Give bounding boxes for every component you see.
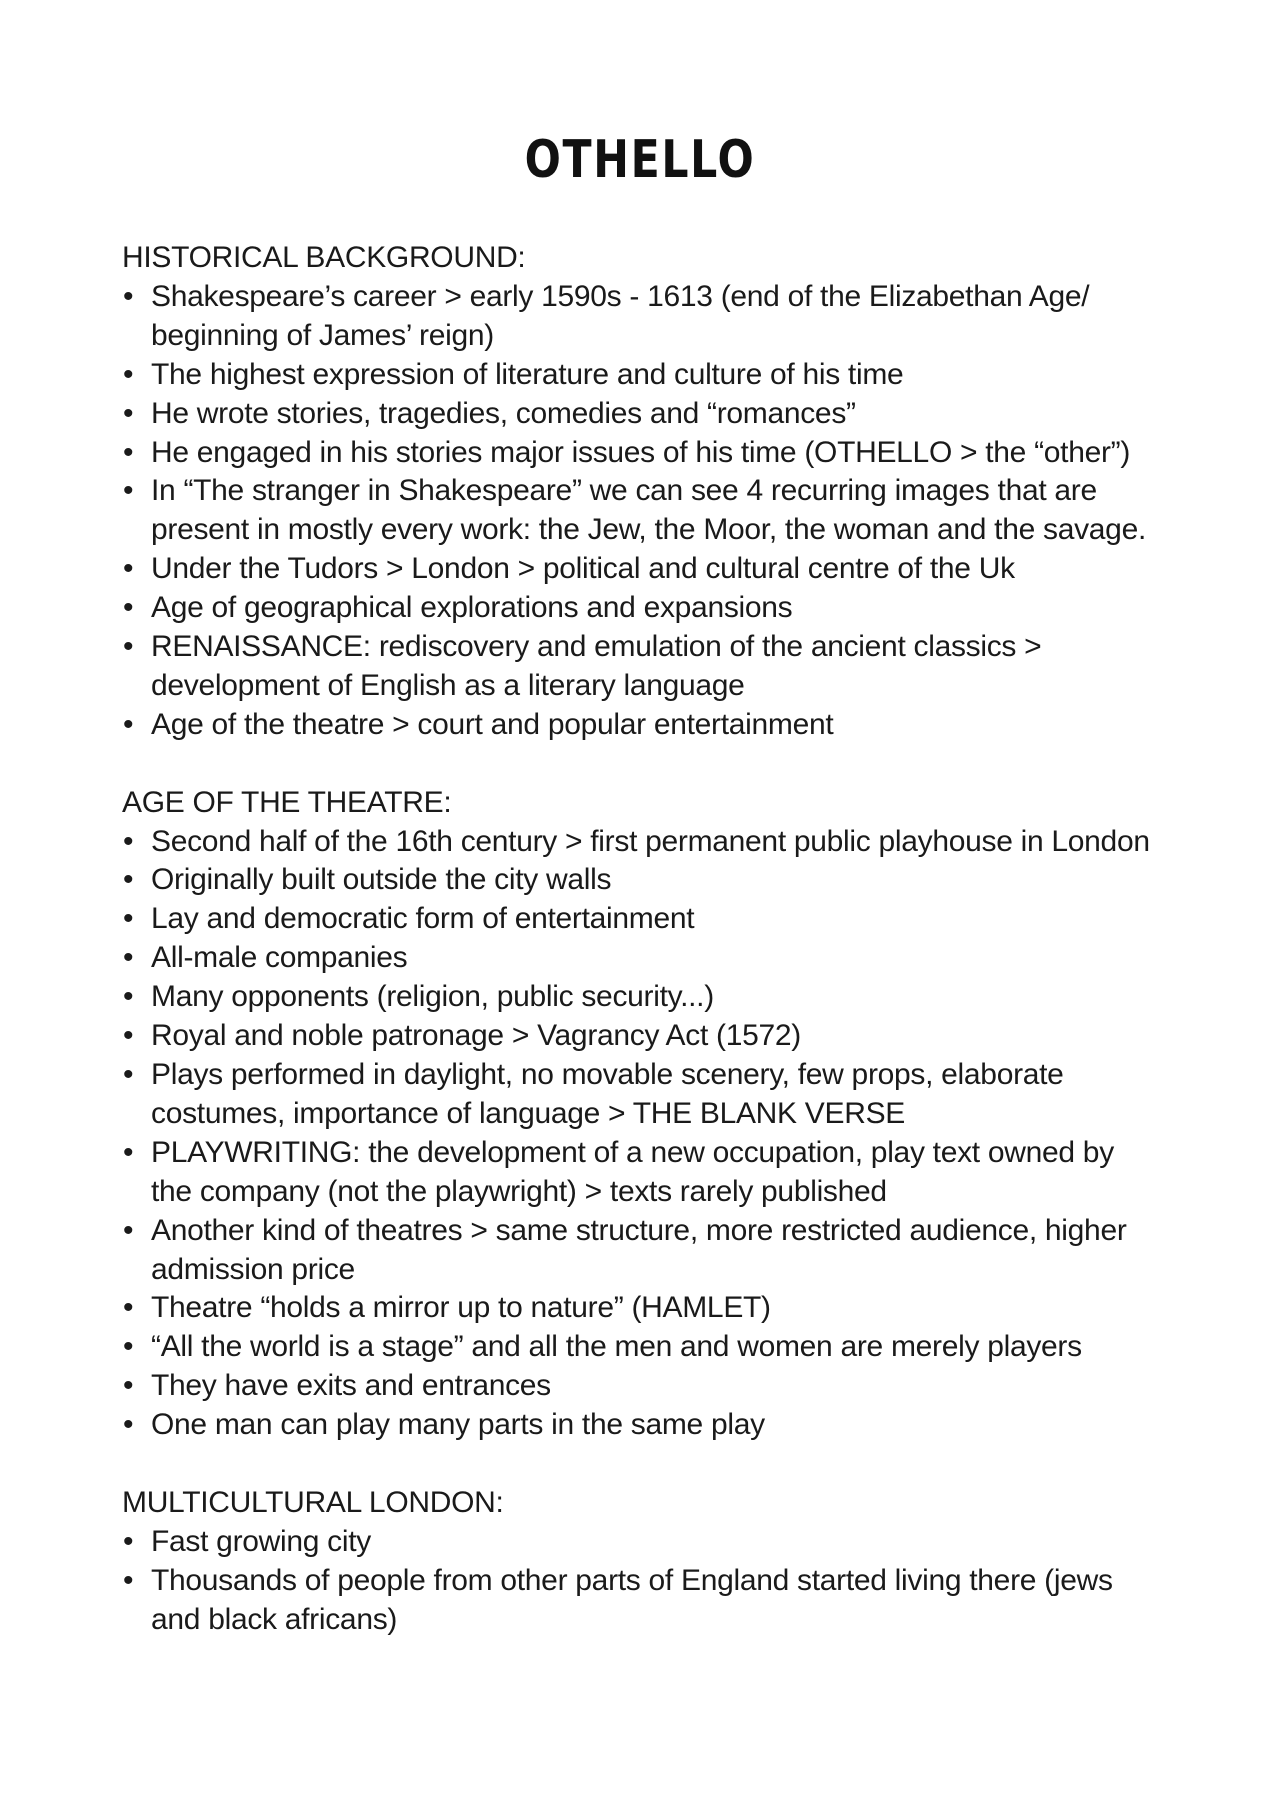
bullet-icon: • [123, 630, 134, 664]
list-item [122, 1212, 1162, 1290]
bullet-icon: • [123, 591, 134, 625]
section-multicultural-london [122, 1484, 1162, 1640]
list-item-text: Second half of the 16th century > first permanent public playhouse in London [151, 824, 1150, 858]
list-item [122, 823, 1162, 862]
bullet-icon: • [123, 552, 134, 586]
list-item [122, 395, 1162, 434]
bullet-icon: • [123, 1135, 134, 1169]
list-item [122, 550, 1162, 589]
page-title: OTHELLO [524, 130, 756, 190]
bullet-icon: • [123, 1058, 134, 1092]
bullet-list [122, 1523, 1162, 1640]
bullet-icon: • [123, 941, 134, 975]
list-item-text: Thousands of people from other parts of England started living there (jews and black africans) [151, 1563, 1113, 1636]
list-item-text: Fast growing city [151, 1524, 371, 1558]
list-item [122, 356, 1162, 395]
list-item [122, 1562, 1162, 1640]
bullet-icon: • [123, 1369, 134, 1403]
bullet-icon: • [123, 279, 134, 313]
list-item [122, 589, 1162, 628]
bullet-icon: • [123, 1330, 134, 1364]
list-item [122, 434, 1162, 473]
list-item [122, 861, 1162, 900]
section-heading: HISTORICAL BACKGROUND: [122, 241, 526, 274]
bullet-icon: • [123, 396, 134, 430]
list-item-text: “All the world is a stage” and all the men and women are merely players [151, 1330, 1082, 1364]
list-item-text: Under the Tudors > London > political and cultural centre of the Uk [151, 552, 1015, 586]
list-item [122, 1134, 1162, 1212]
list-item [122, 472, 1162, 550]
list-item-text: Plays performed in daylight, no movable scenery, few props, elaborate costumes, importance of language > THE BLANK VERSE [151, 1058, 1064, 1130]
bullet-icon: • [123, 357, 134, 391]
list-item-text: In “The stranger in Shakespeare” we can see 4 recurring images that are present in mostly every work: the Jew, the Moor, the woman and the savage. [151, 474, 1146, 547]
bullet-icon: • [123, 902, 134, 936]
bullet-icon: • [123, 435, 134, 469]
list-item [122, 1056, 1162, 1134]
list-item-text: He engaged in his stories major issues of his time (OTHELLO > the “other”) [151, 435, 1131, 469]
list-item-text: Originally built outside the city walls [151, 863, 612, 897]
bullet-icon: • [123, 863, 134, 897]
section-heading: MULTICULTURAL LONDON: [122, 1485, 504, 1519]
list-item-text: Shakespeare’s career > early 1590s - 1613 (end of the Elizabethan Age/ beginning of James’ reign) [151, 279, 1090, 352]
list-item [122, 1523, 1162, 1562]
list-item-text: Age of the theatre > court and popular entertainment [151, 707, 834, 741]
bullet-list [122, 278, 1162, 745]
bullet-icon: • [123, 1408, 134, 1442]
bullet-icon: • [123, 1524, 134, 1558]
bullet-icon: • [123, 1019, 134, 1053]
section-age-of-the-theatre [122, 784, 1162, 1445]
document-body [122, 239, 1162, 1678]
list-item-text: RENAISSANCE: rediscovery and emulation of the ancient classics > development of English as a literary language [151, 630, 1042, 702]
bullet-icon: • [123, 1563, 134, 1597]
list-item-text: PLAYWRITING: the development of a new occupation, play text owned by the company (not the playwright) > texts rarely published [151, 1135, 1114, 1208]
section-heading: AGE OF THE THEATRE: [122, 785, 452, 819]
bullet-icon: • [123, 980, 134, 1014]
list-item [122, 1328, 1162, 1367]
list-item [122, 1367, 1162, 1406]
section-historical-background [122, 239, 1162, 745]
list-item-text: One man can play many parts in the same play [151, 1408, 765, 1442]
bullet-icon: • [123, 707, 134, 741]
list-item [122, 1017, 1162, 1056]
bullet-icon: • [123, 1213, 134, 1247]
list-item-text: Lay and democratic form of entertainment [151, 902, 695, 936]
list-item-text: Many opponents (religion, public security...) [151, 980, 714, 1014]
bullet-list [122, 823, 1162, 1446]
list-item [122, 706, 1162, 745]
list-item [122, 900, 1162, 939]
list-item-text: The highest expression of literature and culture of his time [151, 357, 904, 391]
list-item [122, 278, 1162, 356]
list-item-text: Theatre “holds a mirror up to nature” (HAMLET) [151, 1291, 771, 1325]
list-item [122, 939, 1162, 978]
list-item-text: Royal and noble patronage > Vagrancy Act (1572) [151, 1019, 801, 1053]
list-item-text: Age of geographical explorations and expansions [151, 591, 793, 625]
list-item [122, 1406, 1162, 1445]
list-item-text: All-male companies [151, 941, 408, 975]
list-item [122, 1289, 1162, 1328]
bullet-icon: • [123, 474, 134, 508]
list-item-text: Another kind of theatres > same structure, more restricted audience, higher admission price [151, 1213, 1127, 1286]
list-item [122, 628, 1162, 706]
list-item [122, 978, 1162, 1017]
list-item-text: They have exits and entrances [151, 1369, 551, 1403]
list-item-text: He wrote stories, tragedies, comedies and “romances” [151, 396, 856, 430]
bullet-icon: • [123, 824, 134, 858]
bullet-icon: • [123, 1291, 134, 1325]
